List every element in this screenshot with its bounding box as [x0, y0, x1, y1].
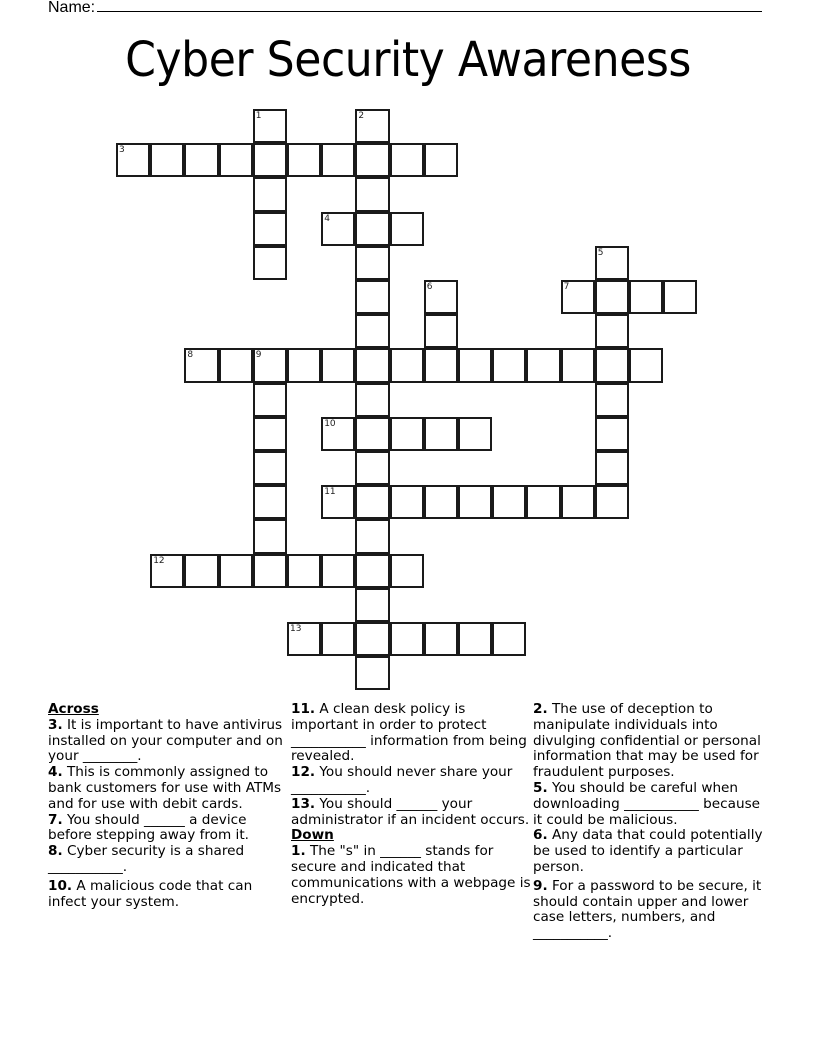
grid-cell[interactable] — [355, 485, 389, 519]
grid-cell[interactable] — [321, 622, 355, 656]
grid-cell[interactable] — [287, 554, 321, 588]
clue-number-label: 3 — [119, 145, 125, 156]
clue-text: The use of deception to manipulate individuals into divulging confidential or personal information that may be used for fraudulent purposes. — [533, 701, 761, 781]
clue-text: Any data that could potentially be used to identify a particular person. — [533, 827, 763, 875]
grid-cell[interactable] — [492, 348, 526, 382]
grid-cell[interactable] — [253, 109, 287, 143]
clue-number-label: 2 — [358, 111, 365, 121]
grid-cell[interactable] — [595, 485, 629, 519]
clue-number: 13. — [291, 795, 316, 812]
clue-number: 12. — [291, 764, 316, 781]
grid-cell[interactable] — [390, 143, 424, 177]
grid-cell[interactable] — [321, 348, 355, 382]
grid-cell[interactable] — [355, 143, 389, 177]
grid-cell[interactable] — [355, 246, 389, 280]
clue-number-label: 11 — [324, 487, 336, 498]
clue-number-label: 12 — [153, 555, 165, 566]
clue-text: You should be careful when downloading ___________ because it could be malicious. — [533, 779, 761, 828]
clue-across-8 — [48, 844, 283, 876]
grid-cell[interactable] — [424, 143, 458, 177]
grid-cell[interactable] — [424, 348, 458, 382]
grid-cell[interactable] — [629, 280, 663, 314]
grid-cell[interactable] — [355, 348, 389, 382]
grid-cell[interactable] — [253, 383, 287, 417]
clue-down-5 — [533, 781, 773, 828]
grid-cell[interactable] — [390, 622, 424, 656]
grid-cell[interactable] — [253, 348, 287, 382]
clue-text: You should ______ your administrator if an incident occurs. — [291, 795, 530, 828]
grid-cell[interactable] — [458, 348, 492, 382]
grid-cell[interactable] — [321, 212, 355, 246]
clue-number: 11. — [291, 701, 316, 717]
grid-cell[interactable] — [424, 485, 458, 519]
clue-text: The "s" in ______ stands for secure and indicated that communications with a webpage is encrypted. — [291, 843, 531, 907]
clue-number: 8. — [48, 843, 63, 860]
grid-cell[interactable] — [526, 348, 560, 382]
grid-cell[interactable] — [424, 622, 458, 656]
clue-across-3 — [48, 718, 283, 765]
grid-cell[interactable] — [253, 554, 287, 588]
grid-cell[interactable] — [253, 143, 287, 177]
clue-number-label: 1 — [255, 111, 262, 121]
clue-down-2 — [533, 702, 773, 781]
grid-cell[interactable] — [595, 383, 629, 417]
clue-down-9 — [533, 879, 773, 942]
clue-down-6 — [533, 828, 773, 875]
clue-across-13 — [291, 797, 531, 829]
grid-cell[interactable] — [355, 622, 389, 656]
grid-cell[interactable] — [355, 280, 389, 314]
grid-cell[interactable] — [287, 143, 321, 177]
grid-cell[interactable] — [424, 280, 458, 314]
clue-number: 6. — [533, 827, 548, 844]
clue-text: A clean desk policy is important in order to protect ___________ information from being revealed. — [291, 701, 527, 765]
across-heading: Across — [48, 701, 99, 717]
grid-cell[interactable] — [492, 622, 526, 656]
grid-cell[interactable] — [561, 280, 595, 314]
clue-across-4 — [48, 765, 283, 812]
grid-cell[interactable] — [663, 280, 697, 314]
grid-cell[interactable] — [253, 212, 287, 246]
grid-cell[interactable] — [253, 519, 287, 553]
grid-cell[interactable] — [355, 588, 389, 622]
clue-text: Cyber security is a shared ___________. — [48, 843, 245, 875]
clues-column-1 — [48, 702, 283, 910]
grid-cell[interactable] — [390, 212, 424, 246]
clue-text: A malicious code that can infect your system. — [48, 877, 253, 910]
grid-cell[interactable] — [253, 417, 287, 451]
grid-cell[interactable] — [355, 656, 389, 690]
page-title: Cyber Security Awareness — [125, 32, 691, 88]
grid-cell[interactable] — [458, 622, 492, 656]
clue-number: 7. — [48, 811, 63, 828]
grid-cell[interactable] — [390, 348, 424, 382]
grid-cell[interactable] — [355, 554, 389, 588]
grid-cell[interactable] — [253, 485, 287, 519]
grid-cell[interactable] — [355, 109, 389, 143]
down-heading: Down — [291, 827, 334, 844]
clue-across-12 — [291, 765, 531, 797]
grid-cell[interactable] — [424, 314, 458, 348]
grid-cell[interactable] — [321, 554, 355, 588]
grid-cell[interactable] — [116, 143, 150, 177]
grid-cell[interactable] — [561, 348, 595, 382]
clue-text: It is important to have antivirus installed on your computer and on your ________. — [48, 716, 283, 765]
grid-cell[interactable] — [595, 280, 629, 314]
grid-cell[interactable] — [184, 348, 218, 382]
grid-cell[interactable] — [561, 485, 595, 519]
grid-cell[interactable] — [595, 314, 629, 348]
grid-cell[interactable] — [595, 451, 629, 485]
grid-cell[interactable] — [424, 417, 458, 451]
clue-number: 9. — [533, 877, 548, 894]
clue-across-7 — [48, 813, 283, 845]
clue-number-label: 4 — [324, 213, 330, 224]
grid-cell[interactable] — [150, 143, 184, 177]
clue-number-label: 7 — [563, 282, 570, 292]
clue-number-label: 9 — [255, 350, 262, 361]
grid-cell[interactable] — [629, 348, 663, 382]
clue-number: 2. — [533, 701, 548, 717]
grid-cell[interactable] — [390, 417, 424, 451]
clue-number-label: 8 — [187, 350, 194, 361]
grid-cell[interactable] — [219, 348, 253, 382]
grid-cell[interactable] — [355, 383, 389, 417]
grid-cell[interactable] — [253, 177, 287, 211]
grid-cell[interactable] — [321, 485, 355, 519]
name-label: Name: — [48, 0, 96, 16]
grid-cell[interactable] — [595, 348, 629, 382]
grid-cell[interactable] — [321, 143, 355, 177]
clue-down-1 — [291, 844, 531, 907]
clues-column-2 — [291, 702, 531, 907]
grid-cell[interactable] — [390, 485, 424, 519]
clue-number: 10. — [48, 877, 73, 894]
clues-column-3 — [533, 702, 773, 942]
grid-cell[interactable] — [390, 554, 424, 588]
grid-cell[interactable] — [355, 417, 389, 451]
clue-number-label: 6 — [426, 282, 433, 292]
clue-number: 4. — [48, 764, 63, 781]
grid-cell[interactable] — [287, 622, 321, 656]
grid-cell[interactable] — [595, 246, 629, 280]
clue-number-label: 10 — [324, 418, 336, 429]
grid-cell[interactable] — [492, 485, 526, 519]
clue-across-10 — [48, 879, 283, 911]
grid-cell[interactable] — [184, 554, 218, 588]
grid-cell[interactable] — [355, 519, 389, 553]
clue-number: 1. — [291, 843, 306, 860]
grid-cell[interactable] — [526, 485, 560, 519]
clue-number: 3. — [48, 716, 63, 733]
grid-cell[interactable] — [458, 417, 492, 451]
clue-number: 5. — [533, 779, 548, 796]
grid-cell[interactable] — [458, 485, 492, 519]
clue-text: You should never share your ___________. — [291, 764, 513, 796]
grid-cell[interactable] — [595, 417, 629, 451]
clue-text: You should ______ a device before stepping away from it. — [48, 811, 249, 844]
grid-cell[interactable] — [150, 554, 184, 588]
clue-number-label: 5 — [597, 247, 604, 258]
clue-text: This is commonly assigned to bank customers for use with ATMs and for use with debit cards. — [48, 764, 282, 812]
grid-cell[interactable] — [219, 143, 253, 177]
grid-cell[interactable] — [321, 417, 355, 451]
grid-cell[interactable] — [355, 451, 389, 485]
grid-cell[interactable] — [355, 314, 389, 348]
clue-text: For a password to be secure, it should contain upper and lower case letters, numbers, and ___________. — [533, 877, 762, 942]
grid-cell[interactable] — [219, 554, 253, 588]
grid-cell[interactable] — [184, 143, 218, 177]
grid-cell[interactable] — [355, 212, 389, 246]
grid-cell[interactable] — [253, 246, 287, 280]
grid-cell[interactable] — [355, 177, 389, 211]
clue-across-11 — [291, 702, 531, 765]
grid-cell[interactable] — [287, 348, 321, 382]
clue-number-label: 13 — [290, 624, 302, 634]
grid-cell[interactable] — [253, 451, 287, 485]
